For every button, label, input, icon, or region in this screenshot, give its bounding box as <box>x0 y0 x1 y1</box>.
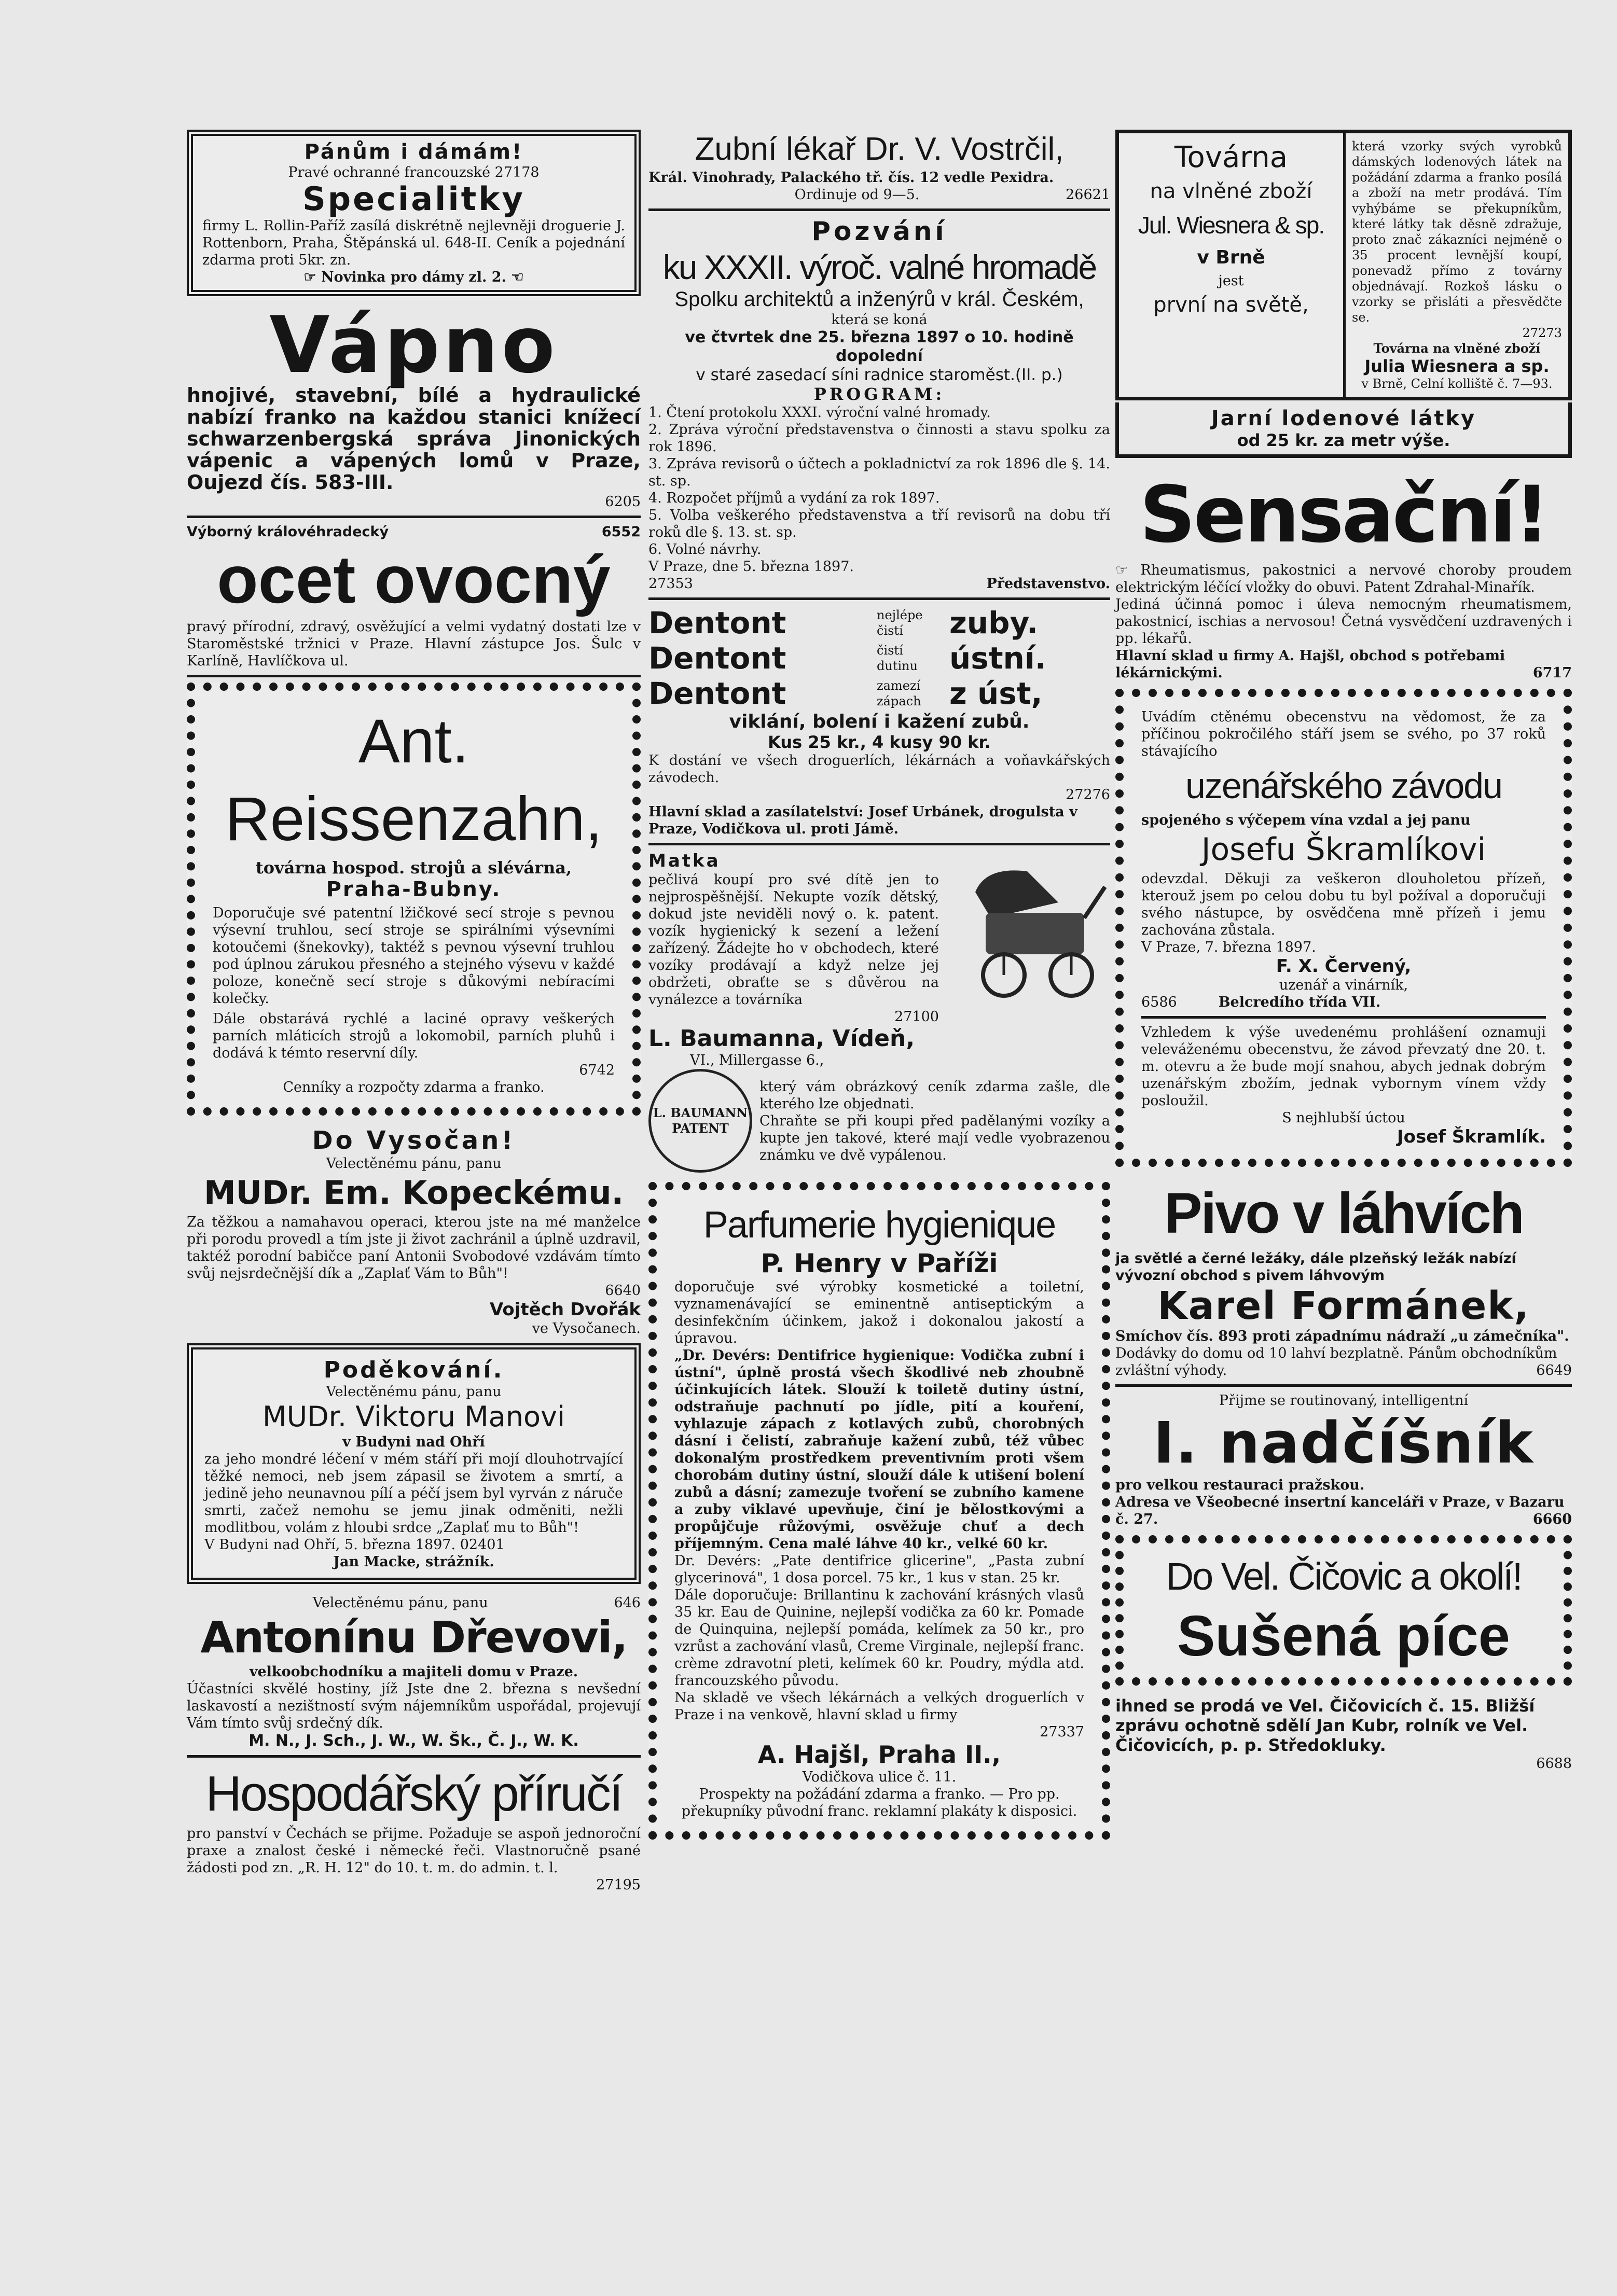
ad-number: 6660 <box>1532 1511 1572 1527</box>
divider <box>187 675 641 677</box>
ad-number: 27195 <box>596 1877 641 1893</box>
ad-brand: Dentont <box>648 676 786 711</box>
ad-firm: Karel Formánek, <box>1157 1284 1530 1328</box>
column-3 <box>1115 130 1572 1772</box>
ad-body: Uvádím ctěnému obecenstvu na vědomost, že za příčinou pokročilého stáří jsem se svého, po 37 roků stávajícího <box>1141 709 1546 759</box>
ad-intro: Výborný královéhradecký <box>187 524 389 540</box>
ad-reissenzahn <box>187 683 641 1116</box>
ad-who: P. Henry v Paříži <box>761 1248 998 1278</box>
ad-address: Belcredího třída VII. <box>1218 994 1381 1010</box>
program-item: 2. Zpráva výroční představenstva o činnosti a stavu spolku za rok 1896. <box>648 422 1110 455</box>
ad-greeting: Velectěnému pánu, panu <box>312 1595 488 1611</box>
ad-firm-intro: Továrna na vlněné zboží <box>1373 341 1541 356</box>
ad-body: která vzorky svých vyrobků dámských lodenových látek na požádání zdarma a franko posílá a zboží na metr prodává. Tím vyhýbáme se překupníkům, které látky tak děsně zdražuje, proto znač zákazníci nejméně o 35 procent levnější koupí, ponevadž přímo z továrny objednávají. Rozkoš lásku o vzorky se přisláti a přesvědčte se. <box>1352 139 1562 325</box>
pointing-hand-icon: ☞ <box>303 269 321 285</box>
ad-body: ja světlé a černé ležáky, dále plzeňský ležák nabízí vývozní obchod s pivem láhvovým <box>1115 1250 1516 1284</box>
ad-title: Pánům i dámám! <box>304 140 523 164</box>
ad-line: jest <box>1218 273 1244 289</box>
ad-dentont <box>648 605 1110 838</box>
ad-body-3: Chraňte se při koupi před padělanými vozíky a kupte jen takové, které mají vedle vyobrazenou známku ve dvě vypálenou. <box>759 1112 1110 1163</box>
program-item: 4. Rozpočet příjmů a vydání za rok 1897. <box>648 490 940 506</box>
ad-number: 6649 <box>1536 1362 1572 1379</box>
ad-address: VI., Millergasse 6., <box>690 1052 824 1068</box>
pointing-hand-icon: ☞ <box>1115 562 1141 578</box>
seal-text: L. BAUMANN PATENT <box>653 1105 748 1136</box>
ad-number: 6586 <box>1141 994 1177 1010</box>
ad-vapno <box>187 300 641 510</box>
ad-number: 6717 <box>1532 665 1572 681</box>
ad-spring-price: od 25 kr. za metr výše. <box>1237 430 1450 450</box>
ad-title: Do Vysočan! <box>312 1126 516 1155</box>
ad-headline: uzenářského závodu <box>1185 766 1502 806</box>
ad-title: Pozvání <box>811 216 947 246</box>
ad-title: Vápno <box>269 300 558 391</box>
ad-body: Doporučuje své patentní lžičkové secí stroje s pevnou výsevní truhlou, secí stroje se spirálními výsevními kotoučemi (šnekovky), taktéž s pevnou výsevní truhlou pod úplnou zárukou přesného a stejného výsevu v každé poloze, konečně secí stroje s důkovými nebíracími kolečky. <box>213 905 615 1007</box>
ad-novelty: Novinka pro dámy zl. 2. <box>321 269 506 285</box>
ad-body: pro velkou restauraci pražskou. <box>1115 1477 1365 1493</box>
ad-brand: Dentont <box>648 605 786 641</box>
ad-body: ihned se prodá ve Vel. Čičovicích č. 15. Bližší zprávu ochotně sdělí Jan Kubr, rolník ve Vel. Čičovicích, p. p. Středokluky. <box>1115 1696 1535 1755</box>
ad-greeting: Velectěnému pánu, panu <box>326 1384 502 1400</box>
ad-place: v Budyni nad Ohří <box>342 1434 485 1450</box>
dentont-row <box>648 641 1110 676</box>
ad-word: čistí <box>877 623 903 638</box>
ad-sensacni <box>1115 468 1572 681</box>
ad-body-2: Dodávky do domu od 10 lahví bezplatně. Pánům obchodníkům zvláštní výhody. <box>1115 1345 1557 1379</box>
program-item: 6. Volné návrhy. <box>648 541 762 558</box>
ad-brand: Dentont <box>648 641 786 676</box>
ad-number: 26621 <box>1066 187 1110 203</box>
ad-prirucí <box>187 1763 641 1894</box>
ad-name: MUDr. Viktoru Manovi <box>262 1400 565 1433</box>
ad-address: v Brně, Celní kolliště č. 7—93. <box>1361 377 1553 391</box>
ad-body-5: Na skladě ve všech lékárnách a velkých droguerlích v Praze i na venkově, hlavní sklad u firmy <box>674 1690 1084 1723</box>
ad-drevo <box>187 1594 641 1750</box>
ad-body: pravý přírodní, zdravý, osvěžující a velmi vydatný dostati lze v Staroměstské tržnici v Praze. Hlavní zástupce Jos. Šulc v Karlíně, Havlíčkova ul. <box>187 619 641 669</box>
ad-body: pečlivá koupí pro své dítě jen to nejprospěšnější. Nekupte vozík dětský, dokud jste neviděli nový o. k. patent. vozík hygienický k sezení a ležení zařízený. Žádejte ho v obchodech, které vozíky prodávají a když nelze jej obdržeti, obraťte se s důvěrou na vynálezce a továrníka <box>648 872 939 1008</box>
pointing-hand-icon: ☜ <box>506 269 524 285</box>
ad-availability: K dostání ve všech droguerlích, lékárnách a voňavkářských závodech. <box>648 753 1110 786</box>
ad-footer: Cenníky a rozpočty zdarma a franko. <box>283 1079 545 1095</box>
ad-matka <box>648 851 1110 1173</box>
ad-title: Poděkování. <box>323 1357 504 1383</box>
ad-cicovice <box>1115 1535 1572 1686</box>
divider <box>187 516 641 518</box>
ad-number: 6688 <box>1536 1756 1572 1772</box>
divider <box>648 208 1110 211</box>
ad-word: zamezí <box>877 678 921 693</box>
ad-signature: Představenstvo. <box>986 576 1110 592</box>
ad-spring: Jarní lodenové látky <box>1211 407 1476 430</box>
ad-date: V Praze, dne 5. března 1897. <box>648 559 854 575</box>
ad-body: pro panství v Čechách se přijme. Požaduje se aspoň jednoroční praxe a znalost české i německé řeči. Vlastnoručně psané žádosti pod zn. „R. H. 12" do 10. t. m. do admin. t. l. <box>187 1826 641 1876</box>
divider <box>187 1755 641 1758</box>
ad-claim: první na světě, <box>1153 293 1309 317</box>
ad-firm: Julia Wiesnera a sp. <box>1364 356 1550 376</box>
ad-title: Hospodářský příručí <box>205 1766 622 1821</box>
ad-vysocany <box>187 1126 641 1337</box>
ad-effect: ústní. <box>949 641 1046 676</box>
ad-number: 27276 <box>1066 787 1110 803</box>
ad-number: 6742 <box>579 1062 615 1078</box>
ad-number: 27273 <box>1522 326 1562 340</box>
ad-uzenar <box>1115 689 1572 1167</box>
ad-number: 6205 <box>605 494 641 510</box>
ad-podekovani <box>187 1343 641 1584</box>
ad-address: Adresa ve Všeobecné insertní kanceláři v Praze, v Bazaru č. 27. <box>1115 1494 1565 1527</box>
ad-title: Pivo v láhvích <box>1164 1181 1523 1245</box>
program-item: 5. Volba veškerého představenstva a tří revisorů na dobu tří roků dle §. 13. st. sp. <box>648 507 1110 540</box>
ad-body: firmy L. Rollin-Paříž zasílá diskrétně nejlevněji droguerie J. Rottenborn, Praha, Štěpánská ul. 648-II. Ceník a pojednání zdarma proti 5kr. zn. <box>202 218 625 268</box>
ad-where: v staré zasedací síni radnice staroměst.(II. p.) <box>696 366 1063 384</box>
ad-pozvani <box>648 216 1110 592</box>
program-item: 3. Zpráva revisorů o účtech a pokladnictví za rok 1896 dle §. 14. st. sp. <box>648 456 1110 489</box>
ad-address: Král. Vinohrady, Palackého tř. čís. 12 vedle Pexidra. <box>648 170 1054 186</box>
column-2 <box>648 130 1110 1850</box>
ad-main-store: Hlavní sklad a zasílatelství: Josef Urbánek, drogulsta v Praze, Vodičkova ul. proti Jámě. <box>648 804 1077 837</box>
ad-body-2: který vám obrázkový ceník zdarma zašle, dle kterého lze objednati. <box>759 1078 1110 1112</box>
ad-title: Továrna <box>1174 141 1288 174</box>
ad-number: 02401 <box>460 1537 505 1553</box>
ad-place: ve Vysočanech. <box>532 1320 641 1337</box>
ad-number: 27337 <box>1040 1724 1084 1740</box>
divider <box>1141 1016 1546 1019</box>
ad-headline: Specialitky <box>302 180 525 218</box>
ad-body-2: spojeného s výčepem vína vzdal a jej panu <box>1141 812 1471 828</box>
seal-icon <box>648 1069 752 1173</box>
ad-date: V Praze, 7. března 1897. <box>1141 939 1316 955</box>
ad-subtitle: velkoobchodníku a majiteli domu v Praze. <box>249 1664 578 1680</box>
ad-firm: Jul. Wiesnera & sp. <box>1138 212 1324 239</box>
ad-title: Zubní lékař Dr. V. Vostrčil, <box>695 131 1064 167</box>
ad-title: Parfumerie hygienique <box>703 1204 1056 1246</box>
ad-body-2: Dále obstarává rychlé a laciné opravy veškerých parních mláticích strojů a lokomobil, parních pluhů i dodává k témto reservní díly. <box>213 1011 615 1061</box>
ad-word: čistí <box>877 643 903 658</box>
ad-program-title: PROGRAM: <box>813 384 945 404</box>
ad-name: Antonínu Dřevovi, <box>200 1612 627 1663</box>
ad-name: Josefu Škramlíkovi <box>1201 831 1486 868</box>
ad-title: ocet ovocný <box>217 541 611 617</box>
ad-signature: Vojtěch Dvořák <box>489 1299 641 1320</box>
ad-body: Rheumatismus, pakostnici a nervové choroby proudem elektrickým léčící vložky do obuvi. Patent Zdrahal-Minařík. <box>1115 562 1572 595</box>
ad-effect: zuby. <box>949 605 1039 641</box>
ad-subtitle: továrna hospod. strojů a slévárna, <box>255 858 572 878</box>
ad-hours: Ordinuje od 9—5. <box>794 187 920 203</box>
ad-body: Za těžkou a namahavou operaci, kterou jste na mé manželce při porodu provedl a tím jste ji život zachránil a úplně uzdravil, taktéž porodní babičce paní Antonii Svobodové vzdávám tímto svůj nejsrdečnější dík a „Zaplať Vám to Bůh"! <box>187 1214 641 1282</box>
ad-maker: L. Baumanna, Vídeň, <box>648 1025 915 1052</box>
baby-carriage-illustration <box>955 856 1110 1011</box>
ad-address: Smíchov čís. 893 proti západnímu nádraží „u zámečníka". <box>1115 1328 1569 1344</box>
ad-title: Matka <box>648 851 721 871</box>
divider <box>648 597 1110 600</box>
ad-nadcisnik <box>1115 1392 1572 1528</box>
ad-parfumerie <box>648 1182 1110 1840</box>
ad-body-4: Vzhledem k výše uvedenému prohlášení oznamuji veleváženému obecenstvu, že závod převzatý dne 20. t. m. otevru a že bude mojí snahou, abych jednak dobrým uzenářským zbožím, jednak vybornym vínem vždy posloužil. <box>1141 1024 1546 1109</box>
ad-place: v Brně <box>1197 247 1265 268</box>
ad-number: 6640 <box>605 1283 641 1299</box>
ad-body: za jeho mondré léčení v mém stáří při mojí dlouhotrvající těžké nemoci, neb jsem zápasil se životem a smrtí, a jedině jeho neunavnou pílí a péčí jsem byl vyrván z náruče smrti, začež nemohu se jemu jinak odměniti, nežli modlitbou, volám z hloubi srdce „Zaplať mu to Bůh"! <box>204 1451 623 1536</box>
ad-greeting: S nejhlubší úctou <box>1282 1110 1405 1126</box>
ad-firm: A. Hajšl, Praha II., <box>757 1741 1001 1769</box>
ad-tovarna <box>1115 130 1572 400</box>
ad-address: Vodičkova ulice č. 11. <box>802 1769 957 1785</box>
ad-main-store: Hlavní sklad u firmy A. Hajšl, obchod s potřebami lékárnickými. <box>1115 648 1505 681</box>
ad-word: zápach <box>877 694 921 708</box>
ad-greeting: Velectěnému pánu, panu <box>326 1156 502 1172</box>
baby-carriage-icon <box>955 856 1110 1011</box>
ad-tovarna-footer <box>1115 402 1572 458</box>
ad-effect: z úst, <box>949 676 1043 711</box>
ad-name: MUDr. Em. Kopeckému. <box>203 1174 624 1212</box>
ad-title: Sensační! <box>1139 470 1548 560</box>
ad-headline: Sušená píce <box>1177 1604 1510 1668</box>
ad-date: V Budyni nad Ohří, 5. března 1897. <box>204 1537 456 1553</box>
ad-vostrcil <box>648 130 1110 203</box>
ad-signature: F. X. Červený, <box>1276 956 1412 977</box>
ad-price: Kus 25 kr., 4 kusy 90 kr. <box>768 732 991 752</box>
ad-body: doporučuje své výrobky kosmetické a toiletní, vyznamenávající se eminentně antiseptickým a desinfekčním účinkem, jakož i dokonalou jakostí a úpravou. <box>674 1279 1084 1346</box>
ad-held: která se koná <box>831 312 928 328</box>
ad-body-3: odevzdal. Děkuji za veškeron dlouholetou přízeň, kterouž jsem po celou dobu tu byl požíval a doporučuji svého nástupce, by osvědčena mně přízeň i jemu zachována zůstala. <box>1141 871 1546 938</box>
ad-body-4: Dále doporučuje: Brillantinu k zachování krásných vlasů 35 kr. Eau de Quinine, nejlepší vodička za 60 kr. Pomade de Quinquina, nejlepší pomáda, kelímek za 50 kr., pro vzrůst a zachování vlasů, Creme Virginale, nejlepší franc. crème zdravotní pleti, kelímek 60 kr. Poudry, mýdla atd. francouzského původu. <box>674 1587 1084 1689</box>
ad-word: nejlépe <box>877 608 923 622</box>
ad-body-2: „Dr. Devérs: Dentifrice hygienique: Vodička zubní i ústní", úplně prostá všech škodlivé neb zhoubně účinkujících látek. Slouží k toiletě dutiny ústní, odstraňuje pachnutí po jídle, pití a kouření, vyhlazuje zápach z kotlavých zubů, chorobných dásní i čelistí, zabraňuje kažení zubů, též vůbec dokonalým prostředkem preventivním proti všem chorobám dutiny ústní, slouží dále k utišení bolení zubů a dásní; zamezuje tvoření se zubního kamene a zuby viklavé upevňuje, činí je bělostkovými a propůjčuje růžovými, osvěžuje chuť a dech příjemným. Cena malé láhve 40 kr., velké 60 kr. <box>674 1347 1084 1552</box>
ad-body: hnojivé, stavební, bílé a hydraulické nabízí franko na každou stanici knížecí schwarzenbergská správa Jinonických vápenic a vápených lomů v Praze, Oujezd čís. 583-III. <box>187 384 641 494</box>
ad-signature: Jan Macke, strážník. <box>333 1554 494 1570</box>
ad-intro: Přijme se routinovaný, intelligentní <box>1219 1393 1469 1409</box>
ad-ocet <box>187 523 641 670</box>
ad-specialitky <box>187 130 641 296</box>
ad-number: 27353 <box>648 576 693 592</box>
column-1 <box>187 130 641 1894</box>
dentont-row <box>648 605 1110 641</box>
ad-body: Účastníci skvělé hostiny, jíž Jste dne 2. března s nevšední laskavostí a nezištností svým nájemníkům uspořádal, projevují Vám tímto svůj srdečný dík. <box>187 1681 641 1731</box>
ad-body-3: Dr. Devérs: „Pate dentifrice glicerine", „Pasta zubní glycerinová", 1 dosa porcel. 75 kr., 1 kus v stan. 25 kr. <box>674 1553 1084 1586</box>
ad-pivo <box>1115 1177 1572 1379</box>
ad-headline: ku XXXII. výroč. valné hromadě <box>662 248 1096 286</box>
ad-line: viklání, bolení i kažení zubů. <box>729 711 1030 732</box>
ad-signature: M. N., J. Sch., J. W., W. Šk., Č. J., W. K. <box>248 1732 579 1750</box>
ad-number: 6552 <box>601 524 641 540</box>
ad-number: 646 <box>614 1595 641 1611</box>
ad-body-2: Jediná účinná pomoc i úleva nemocným rheumatismem, pakostnicí, ischias a nervosou! Četná vysvědčení uzdravených i pp. lékařů. <box>1115 596 1572 647</box>
ad-number: 27100 <box>894 1009 939 1025</box>
ad-footer: Prospekty na požádání zdarma a franko. — Pro pp. překupníky původní franc. reklamní plakáty k disposici. <box>681 1786 1077 1819</box>
ad-title: I. nadčíšník <box>1153 1410 1534 1476</box>
program-item: 1. Čtení protokolu XXXI. výroční valné hromady. <box>648 405 991 421</box>
ad-when: ve čtvrtek dne 25. března 1897 o 10. hodině dopolední <box>685 328 1074 365</box>
ad-signature-title: uzenář a vinárník, <box>1279 977 1408 993</box>
ad-number: 27178 <box>494 164 540 180</box>
ad-city: Praha-Bubny. <box>326 878 502 901</box>
ad-line: Pravé ochranné francouzské <box>288 164 491 180</box>
dentont-row <box>648 676 1110 711</box>
ad-org: Spolku architektů a inženýrů v král. Českém, <box>674 288 1084 311</box>
ad-title: Ant. Reissenzahn, <box>225 706 603 854</box>
divider <box>648 843 1110 845</box>
ad-signature: Josef Škramlík. <box>1397 1126 1546 1147</box>
divider <box>1115 1384 1572 1387</box>
ad-line: na vlněné zboží <box>1150 179 1312 203</box>
ad-title: Do Vel. Čičovic a okolí! <box>1166 1555 1522 1598</box>
ad-word: dutinu <box>877 659 918 673</box>
